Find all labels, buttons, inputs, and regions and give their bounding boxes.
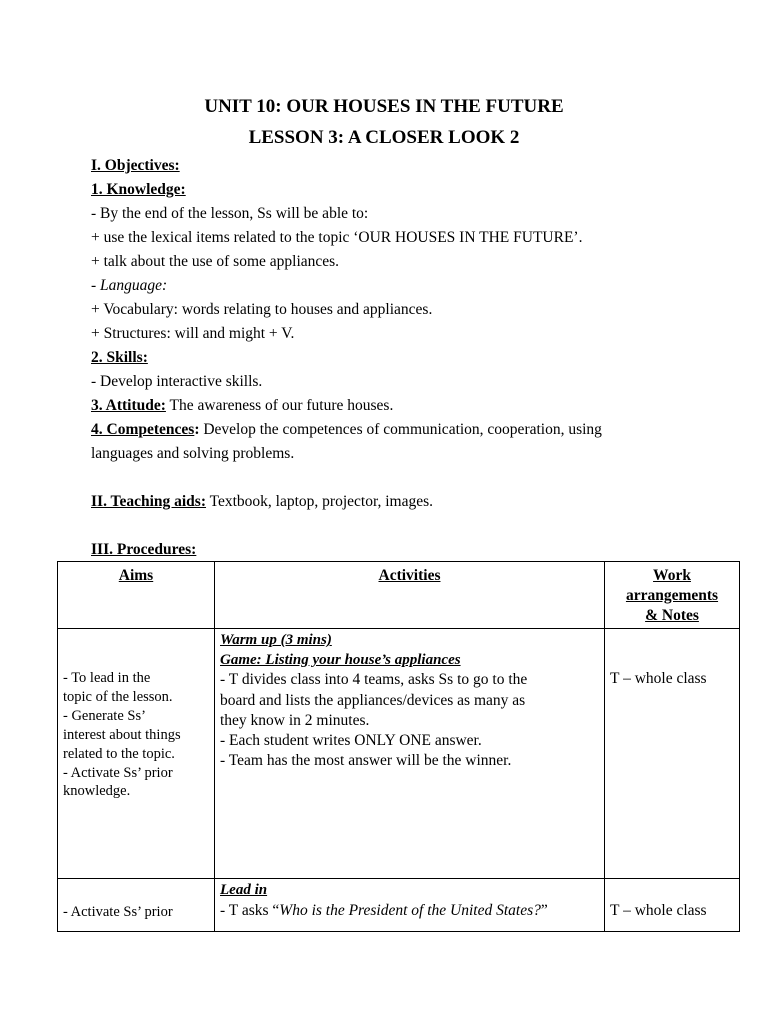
language-line: + Structures: will and might + V. [91, 325, 295, 342]
procedures-heading: III. Procedures: [91, 541, 197, 558]
language-line: + Vocabulary: words relating to houses and appliances. [91, 301, 433, 318]
aims-line: - To lead in the [63, 670, 151, 687]
table-header-row [58, 562, 740, 629]
work-header-line: Work [653, 567, 691, 584]
aims-line: related to the topic. [63, 745, 175, 762]
table-row [58, 879, 740, 932]
activity-line: - Each student writes ONLY ONE answer. [220, 731, 482, 749]
aims-column-header: Aims [58, 562, 215, 629]
aims-line: knowledge. [63, 783, 131, 800]
attitude-heading: 3. Attitude: [91, 397, 166, 414]
objectives-heading: I. Objectives: [91, 157, 180, 174]
work-arrangement: T – whole class [610, 670, 707, 688]
leadin-heading: Lead in [220, 882, 268, 899]
game-heading: Game: Listing your house’s appliances [220, 651, 461, 668]
knowledge-heading: 1. Knowledge: [91, 181, 186, 198]
work-cell [605, 879, 740, 932]
skills-line: - Develop interactive skills. [91, 373, 263, 390]
attitude-line [91, 397, 393, 415]
activity-line: they know in 2 minutes. [220, 711, 370, 729]
competences-line [91, 421, 602, 439]
competences-line-2: languages and solving problems. [91, 445, 295, 462]
warmup-heading: Warm up (3 mins) [220, 632, 332, 649]
aims-line: topic of the lesson. [63, 689, 173, 706]
unit-title: UNIT 10: OUR HOUSES IN THE FUTURE [204, 96, 564, 117]
activities-cell [215, 629, 605, 879]
activity-quote: Who is the President of the United States? [279, 901, 541, 919]
aims-cell [58, 879, 215, 932]
aims-line: - Activate Ss’ prior [63, 904, 173, 921]
aims-cell [58, 629, 215, 879]
work-header-line: arrangements [625, 587, 719, 605]
competences-text: Develop the competences of communication, cooperation, using [199, 421, 602, 438]
knowledge-line: - By the end of the lesson, Ss will be able to: [91, 205, 369, 222]
activity-line: - Team has the most answer will be the winner. [220, 751, 512, 769]
language-label: - Language: [91, 277, 168, 294]
teaching-aids-text: Textbook, laptop, projector, images. [206, 493, 434, 510]
aims-list [63, 669, 209, 801]
work-header-line: & Notes [645, 607, 699, 625]
aims-line: - Generate Ss’ [63, 708, 146, 725]
lesson-title: LESSON 3: A CLOSER LOOK 2 [248, 127, 520, 148]
procedures-table [57, 561, 740, 932]
aims-line: - Activate Ss’ prior [63, 764, 173, 781]
work-arrangement: T – whole class [610, 902, 707, 920]
aims-line: interest about things [63, 726, 181, 743]
knowledge-line: + use the lexical items related to the topic ‘OUR HOUSES IN THE FUTURE’. [91, 229, 583, 246]
activity-prefix: - T asks “ [220, 901, 280, 919]
activities-cell [215, 879, 605, 932]
activity-line [220, 901, 599, 921]
work-column-header [605, 562, 740, 629]
activity-line: board and lists the appliances/devices as many as [220, 691, 526, 709]
competences-heading: 4. Competences [91, 421, 195, 438]
teaching-aids-heading: II. Teaching aids: [91, 493, 207, 510]
table-row [58, 629, 740, 879]
activity-suffix: ” [540, 901, 548, 919]
attitude-text: The awareness of our future houses. [165, 397, 394, 414]
activity-line: - T divides class into 4 teams, asks Ss to go to the [220, 671, 528, 689]
teaching-aids-line [91, 493, 433, 511]
activities-column-header: Activities [215, 562, 605, 629]
knowledge-line: + talk about the use of some appliances. [91, 253, 340, 270]
skills-heading: 2. Skills: [91, 349, 148, 366]
work-cell [605, 629, 740, 879]
competences-colon: : [194, 421, 200, 438]
